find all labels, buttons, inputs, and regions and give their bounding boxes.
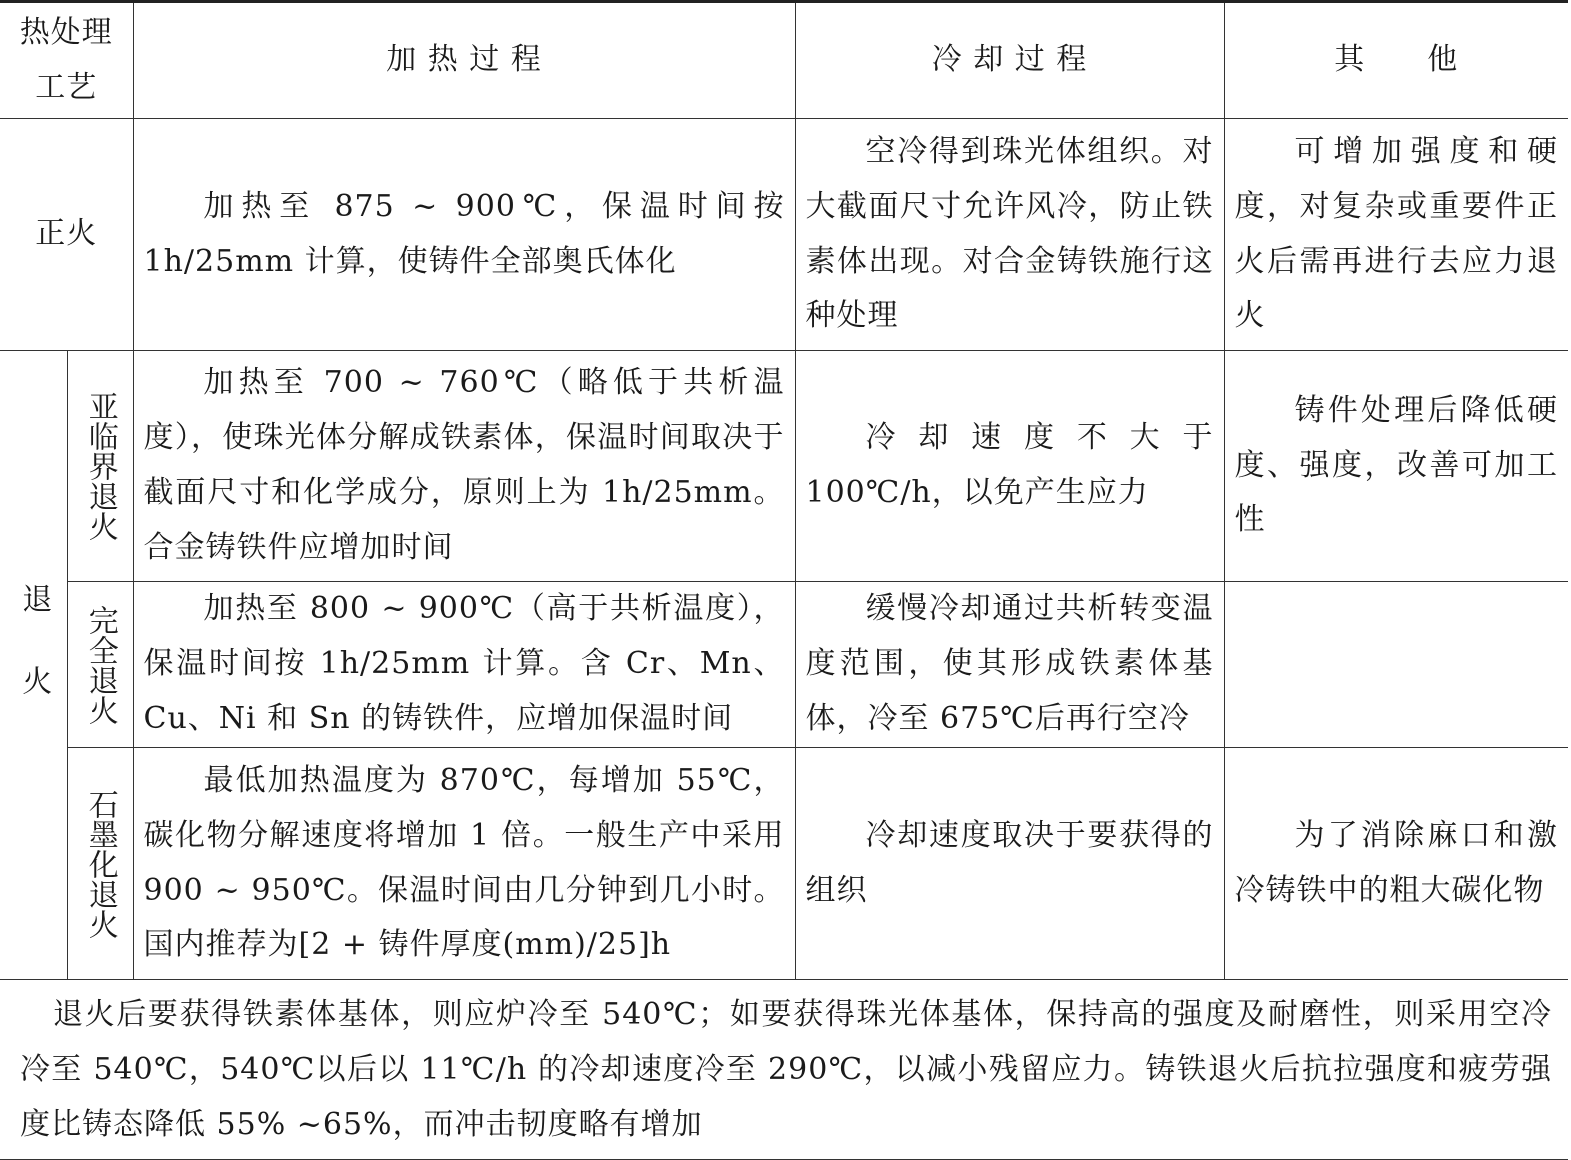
table-row-graphitizing-annealing <box>0 748 1568 980</box>
header-heating: 加 热 过 程 <box>133 2 795 119</box>
table-note: 退火后要获得铁素体基体，则应炉冷至 540℃；如要获得珠光体基体，保持高的强度及耐磨性，则采用空冷冷至 540℃，540℃以后以 11℃/h 的冷却速度冷至 290℃，以减小残留应力。铸铁退火后抗拉强度和疲劳强度比铸态降低 55% ~65%，而冲击韧度略有增加 <box>0 980 1568 1160</box>
header-row <box>0 2 1568 119</box>
graphitizing-annealing-label: 石墨化退火 <box>82 788 118 939</box>
header-cooling: 冷 却 过 程 <box>795 2 1224 119</box>
subcritical-annealing-label: 亚临界退火 <box>82 391 118 541</box>
graphitizing-heating: 最低加热温度为 870℃，每增加 55℃，碳化物分解速度将增加 1 倍。一般生产中采用 900 ~ 950℃。保温时间由几分钟到几小时。国内推荐为[2 + 铸件厚度(mm)/25]h <box>133 748 795 980</box>
header-other: 其 他 <box>1224 2 1568 119</box>
graphitizing-cooling: 冷却速度取决于要获得的组织 <box>795 748 1224 980</box>
subcritical-label-cell <box>67 351 133 582</box>
table-row-subcritical-annealing <box>0 351 1568 582</box>
normalizing-cooling: 空冷得到珠光体组织。对大截面尺寸允许风冷，防止铁素体出现。对合金铸铁施行这种处理 <box>795 119 1224 351</box>
table-row-full-annealing <box>0 582 1568 748</box>
header-process-line2: 工艺 <box>35 69 98 105</box>
subcritical-heating: 加热至 700 ~ 760℃（略低于共析温度），使珠光体分解成铁素体，保温时间取决于截面尺寸和化学成分，原则上为 1h/25mm。合金铸铁件应增加时间 <box>133 351 795 582</box>
annealing-label-cell <box>0 351 67 980</box>
annealing-label: 退火 <box>16 583 52 747</box>
full-annealing-heating: 加热至 800 ~ 900℃（高于共析温度），保温时间按 1h/25mm 计算。含 Cr、Mn、Cu、Ni 和 Sn 的铸铁件，应增加保温时间 <box>133 582 795 748</box>
full-annealing-cooling: 缓慢冷却通过共析转变温度范围，使其形成铁素体基体，冷至 675℃后再行空冷 <box>795 582 1224 748</box>
normalizing-label: 正火 <box>0 119 133 351</box>
normalizing-heating: 加热至 875 ~ 900℃，保温时间按 1h/25mm 计算，使铸件全部奥氏体化 <box>133 119 795 351</box>
subcritical-other: 铸件处理后降低硬度、强度，改善可加工性 <box>1224 351 1568 582</box>
full-annealing-label-cell <box>67 582 133 748</box>
graphitizing-label-cell <box>67 748 133 980</box>
table-note-row <box>0 980 1568 1160</box>
full-annealing-label: 完全退火 <box>82 604 118 725</box>
header-process-line1: 热处理 <box>19 14 113 50</box>
full-annealing-other <box>1224 582 1568 748</box>
header-process <box>0 2 133 119</box>
subcritical-cooling: 冷却速度不大于 100℃/h，以免产生应力 <box>795 351 1224 582</box>
normalizing-other: 可增加强度和硬度，对复杂或重要件正火后需再进行去应力退火 <box>1224 119 1568 351</box>
graphitizing-other: 为了消除麻口和激冷铸铁中的粗大碳化物 <box>1224 748 1568 980</box>
table-row-normalizing <box>0 119 1568 351</box>
